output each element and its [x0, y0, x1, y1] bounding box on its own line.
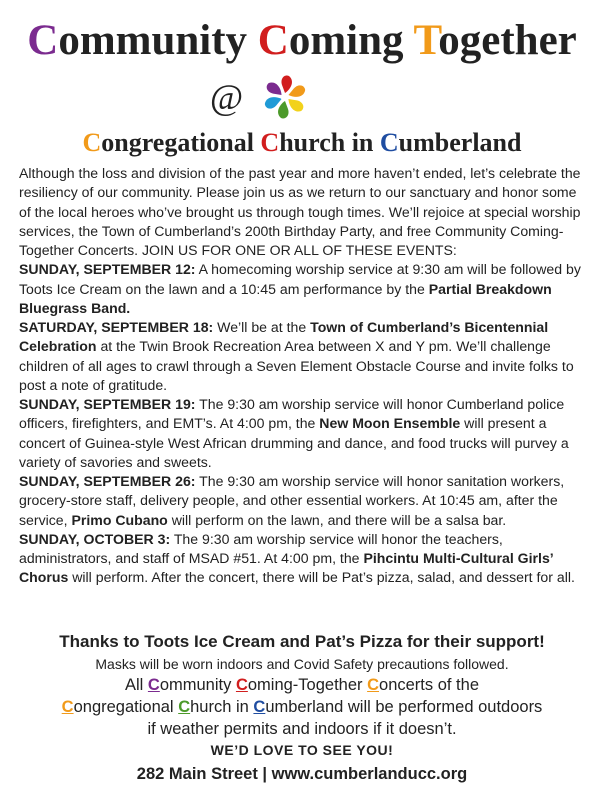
event-text: will perform on the lawn, and there will be a salsa bar.	[167, 511, 507, 528]
church-word-b: hurch in	[190, 698, 254, 716]
event-sept-12	[19, 260, 589, 318]
church-word-2: hurch in	[279, 128, 380, 157]
concerts-line-1	[0, 674, 604, 696]
title-word-2: oming	[288, 17, 414, 64]
event-highlight: Partial Breakdown Bluegrass Band.	[19, 280, 552, 316]
at-logo-row	[0, 72, 604, 126]
church-name	[0, 128, 604, 158]
flyer-title	[0, 16, 604, 66]
event-highlight: Pihcintu Multi-Cultural Girls’ Chorus	[19, 550, 553, 586]
title-initial-c1: C	[27, 17, 59, 64]
masks-line: Masks will be worn indoors and Covid Safety precautions followed.	[95, 656, 509, 672]
event-highlight: New Moon Ensemble	[319, 415, 461, 432]
church-initial-c-b: C	[178, 698, 191, 716]
church-initial-3: C	[379, 128, 399, 157]
intro-paragraph: Although the loss and division of the past year and more haven’t ended, let’s celebrate the resiliency of our community. Please join us as we return to our sanctuary and honor some of the local heroes who’ve brought us through tough times. We’ll rejoice at special worship services, the Town of Cumberland’s 200th Birthday Party, and free Community Coming-Together Concerts. JOIN US FOR ONE OR ALL OF THESE EVENTS:	[19, 165, 581, 258]
concerts-line-3: if weather permits and indoors if it doesn’t.	[147, 720, 457, 738]
church-initial-c-c: C	[253, 698, 266, 716]
title-word-3: ogether	[438, 17, 577, 64]
pinwheel-logo-icon	[260, 72, 310, 122]
event-text: The 9:30 am worship service will honor sanitation workers, grocery-store staff, delivery people, and other essential workers. At 10:45 am, after the service,	[19, 473, 565, 528]
event-text: The 9:30 am worship service will honor Cumberland police officers, firefighters, and EMT’s. At 4:00 pm, the	[19, 396, 565, 432]
event-text: at the Twin Brook Recreation Area between X and Y pm. We’ll challenge children of all ages to crawl through a Seven Element Obstacle Course and invite folks to post a note of gratitude.	[19, 338, 574, 393]
love-line: WE’D LOVE TO SEE YOU!	[210, 742, 394, 758]
event-text: A homecoming worship service at 9:30 am will be followed by Toots Ice Cream on the lawn and a 10:45 am performance by the	[19, 261, 581, 297]
event-highlight: Primo Cubano	[71, 511, 168, 528]
event-text: will present a concert of Guinea-style West African drumming and dance, and food trucks will purvey a variety of savories and sweets.	[19, 415, 569, 470]
concerts-word-3: oncerts of the	[379, 676, 479, 694]
concerts-initial-1: C	[147, 676, 160, 694]
event-date: SUNDAY, SEPTEMBER 12:	[19, 261, 196, 278]
event-date: SUNDAY, SEPTEMBER 19:	[19, 396, 196, 412]
event-text: We’ll be at the	[213, 319, 311, 335]
at-symbol: @	[210, 77, 244, 117]
concerts-initial-2: C	[235, 676, 248, 694]
church-initial-2: C	[260, 128, 280, 157]
event-oct-3	[19, 530, 589, 588]
title-word-1: ommunity	[58, 17, 258, 64]
event-date: SUNDAY, SEPTEMBER 26:	[19, 473, 196, 489]
church-word-3: umberland	[398, 128, 522, 157]
church-initial-1: C	[82, 128, 102, 157]
church-initial-c-a: C	[61, 698, 74, 716]
church-word-1: ongregational	[101, 128, 261, 157]
address-line: 282 Main Street | www.cumberlanducc.org	[136, 765, 468, 783]
concerts-word-1: ommunity	[159, 676, 236, 694]
title-initial-t: T	[413, 17, 439, 64]
church-word-a: ongregational	[73, 698, 179, 716]
concerts-initial-3: C	[367, 676, 380, 694]
event-sept-19	[19, 395, 589, 472]
events-body	[19, 164, 589, 588]
event-text: The 9:30 am worship service will honor the teachers, administrators, and staff of MSAD #51. At 4:00 pm, the	[19, 530, 503, 566]
concerts-word-2: oming-Together	[247, 676, 368, 694]
event-date: SUNDAY, OCTOBER 3:	[19, 530, 171, 547]
thanks-line: Thanks to Toots Ice Cream and Pat’s Pizza for their support!	[59, 632, 545, 651]
event-highlight: Town of Cumberland’s Bicentennial Celebration	[19, 319, 549, 355]
concerts-pre: All	[124, 676, 148, 694]
event-date: SATURDAY, SEPTEMBER 18:	[19, 319, 214, 335]
concerts-line-2	[0, 696, 604, 718]
church-word-c: umberland will be performed outdoors	[265, 698, 543, 716]
event-text: will perform. After the concert, there will be Pat’s pizza, salad, and dessert for all.	[68, 569, 575, 586]
event-sept-26	[19, 472, 589, 530]
title-initial-c2: C	[257, 17, 289, 64]
flyer-footer	[0, 630, 604, 787]
event-sept-18	[19, 318, 589, 395]
